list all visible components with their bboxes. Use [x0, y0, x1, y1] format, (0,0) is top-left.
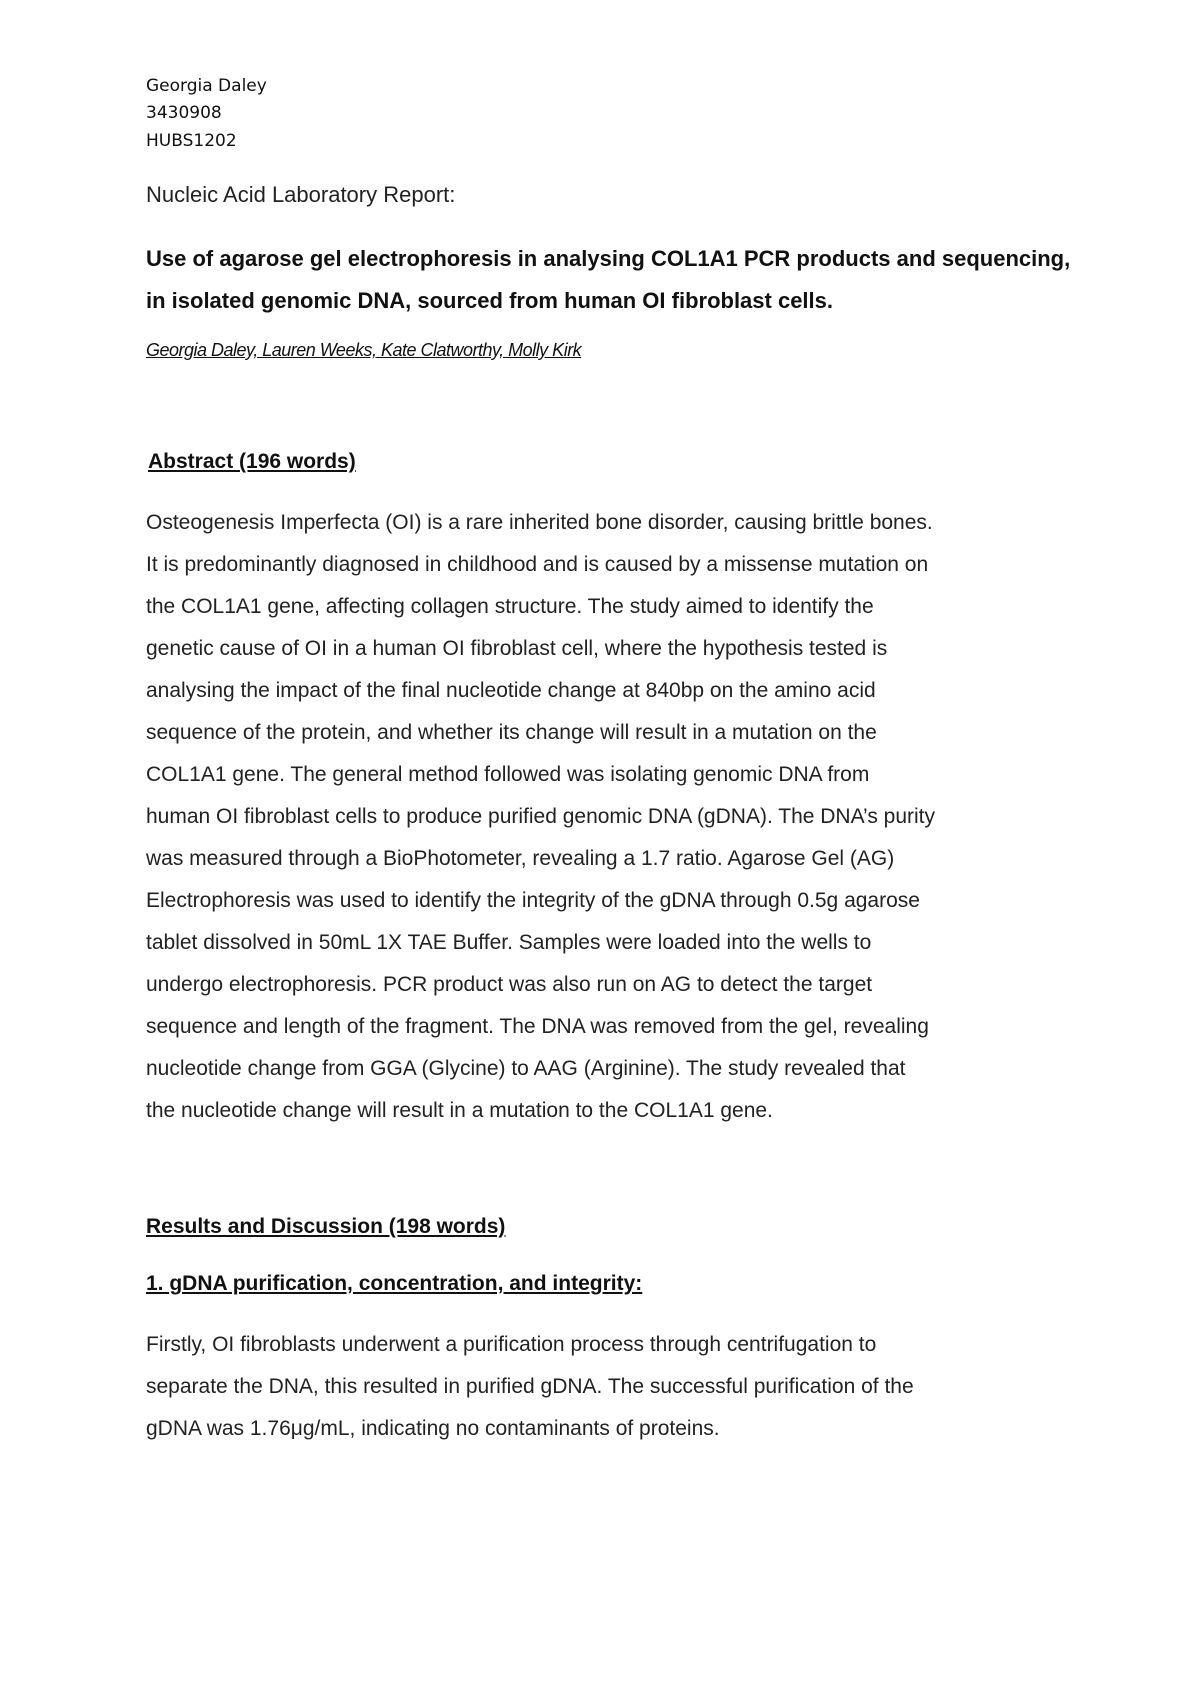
abstract-line: the nucleotide change will result in a mutation to the COL1A1 gene.: [146, 1099, 773, 1122]
abstract-line: human OI fibroblast cells to produce purified genomic DNA (gDNA). The DNA’s purity: [146, 805, 936, 828]
abstract-line: sequence of the protein, and whether its change will result in a mutation on the: [146, 721, 877, 744]
author-name: Georgia Daley: [146, 76, 267, 96]
abstract-line: was measured through a BioPhotometer, revealing a 1.7 ratio. Agarose Gel (AG): [146, 847, 895, 870]
results-line: separate the DNA, this resulted in purified gDNA. The successful purification of the: [146, 1375, 914, 1398]
abstract-line: sequence and length of the fragment. The DNA was removed from the gel, revealing: [146, 1015, 929, 1038]
author-list: Georgia Daley, Lauren Weeks, Kate Clatworthy, Molly Kirk: [146, 340, 582, 360]
report-title: Use of agarose gel electrophoresis in analysing COL1A1 PCR products and sequencing, in isolated genomic DNA, sourced from human OI fibroblast cells.: [146, 246, 1071, 313]
results-line: gDNA was 1.76μg/mL, indicating no contaminants of proteins.: [146, 1417, 720, 1440]
abstract-line: Osteogenesis Imperfecta (OI) is a rare inherited bone disorder, causing brittle bones.: [146, 511, 933, 534]
abstract-line: It is predominantly diagnosed in childhood and is caused by a missense mutation on: [146, 553, 929, 576]
abstract-line: the COL1A1 gene, affecting collagen structure. The study aimed to identify the: [146, 595, 874, 618]
abstract-line: analysing the impact of the final nucleotide change at 840bp on the amino acid: [146, 679, 876, 702]
abstract-line: COL1A1 gene. The general method followed was isolating genomic DNA from: [146, 763, 870, 786]
abstract-line: tablet dissolved in 50mL 1X TAE Buffer. Samples were loaded into the wells to: [146, 931, 872, 954]
abstract-line: undergo electrophoresis. PCR product was also run on AG to detect the target: [146, 973, 873, 996]
course-code: HUBS1202: [146, 131, 237, 151]
abstract-heading: Abstract (196 words): [148, 450, 356, 473]
abstract-line: genetic cause of OI in a human OI fibroblast cell, where the hypothesis tested is: [146, 637, 888, 660]
abstract-line: nucleotide change from GGA (Glycine) to AAG (Arginine). The study revealed that: [146, 1057, 906, 1080]
results-body: [146, 1324, 1076, 1450]
results-line: Firstly, OI fibroblasts underwent a purification process through centrifugation to: [146, 1333, 877, 1356]
results-heading: Results and Discussion (198 words): [146, 1215, 506, 1238]
abstract-line: Electrophoresis was used to identify the integrity of the gDNA through 0.5g agarose: [146, 889, 920, 912]
abstract-body: [146, 502, 1076, 1132]
results-subheading: 1. gDNA purification, concentration, and integrity:: [146, 1272, 643, 1295]
student-id: 3430908: [146, 103, 222, 123]
report-label: Nucleic Acid Laboratory Report:: [146, 182, 456, 207]
